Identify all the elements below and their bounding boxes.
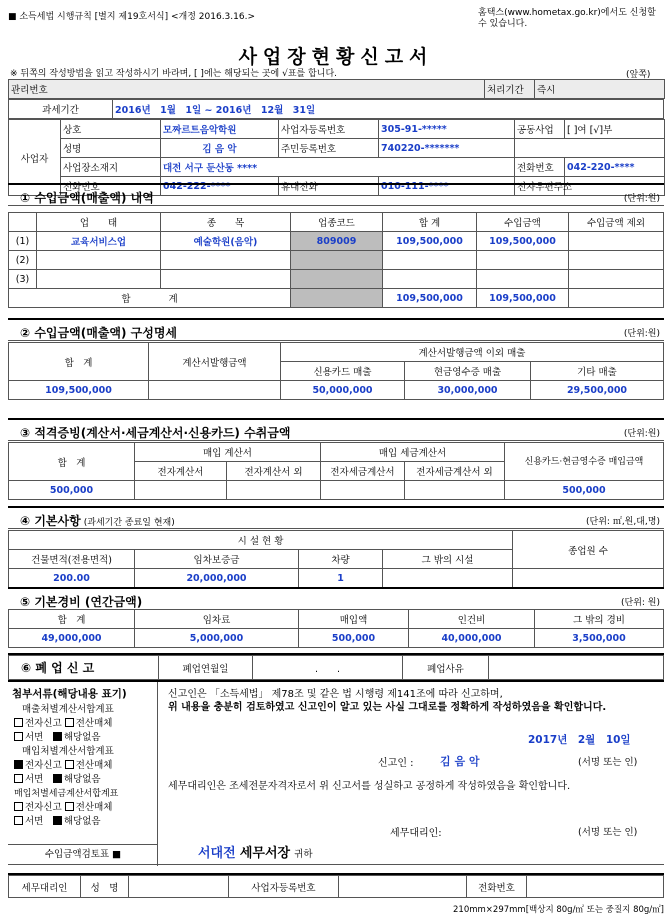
e-report-label: 전자신고 [25, 802, 62, 813]
paper-spec: 210mm×297mm[백상지 80g/㎡ 또는 중질지 80g/㎡] [453, 905, 664, 915]
rrn-field[interactable]: 740220-******* [379, 139, 515, 158]
table-row [9, 270, 664, 289]
reg-no-field[interactable]: 305-91-***** [379, 120, 515, 139]
tax-office-suffix: 세무서장 [239, 846, 291, 861]
item-field[interactable] [161, 251, 291, 270]
attachments-panel [8, 682, 158, 866]
paper-label: 서면 [25, 732, 44, 743]
s6-date-field[interactable]: . . [253, 656, 403, 680]
section-3-unit: (단위:원) [623, 429, 660, 439]
s1-sum-income[interactable]: 109,500,000 [477, 289, 569, 308]
proc-label: 처리기간 [485, 80, 535, 99]
s5-labor-label: 인건비 [409, 610, 535, 629]
s4-staff-label: 종업원 수 [513, 531, 664, 569]
s3-e-inv-field[interactable] [135, 481, 227, 500]
s5-purchase-label: 매입액 [299, 610, 409, 629]
declaration-block [8, 680, 664, 865]
checkbox-checked[interactable] [53, 816, 62, 825]
tax-office [198, 842, 313, 861]
footer-table [8, 873, 664, 898]
business-group-label: 사업자 [9, 120, 61, 196]
section-2-header [8, 318, 664, 341]
section-2-title: ② 수입금액(매출액) 구성명세 [20, 326, 177, 340]
s3-card-label: 신용카드·현금영수증 매입금액 [505, 443, 664, 481]
code-field[interactable] [291, 251, 383, 270]
table-row [9, 232, 664, 251]
s5-total-label: 합 계 [9, 610, 135, 629]
section-1-unit: (단위:원) [623, 194, 660, 204]
section-5-header [8, 587, 664, 610]
section-5-unit: (단위: 원) [621, 598, 660, 608]
excl-field[interactable] [569, 270, 664, 289]
checkbox[interactable] [14, 816, 23, 825]
s3-buy-tax-label: 매입 세금계산서 [321, 443, 505, 462]
section-2-unit: (단위:원) [623, 329, 660, 339]
s2-card-field[interactable]: 50,000,000 [281, 381, 405, 400]
biz-type-field[interactable] [37, 251, 161, 270]
comp-media-label: 전산매체 [75, 802, 113, 813]
comp-media-label: 전산매체 [75, 718, 113, 729]
s3-buy-inv-label: 매입 계산서 [135, 443, 321, 462]
s2-other-label: 계산서발행금액 이외 매출 [281, 343, 664, 362]
mobile-field[interactable]: 010-111-**** [379, 177, 515, 196]
s4-vehicle-label: 차량 [299, 550, 383, 569]
row-no: (2) [9, 251, 37, 270]
checkbox[interactable] [65, 802, 74, 811]
section-4-unit: (단위: ㎡,원,대,명) [586, 517, 660, 527]
s4-facility-label: 시 설 현 황 [9, 531, 513, 550]
tel-label: 전화번호 [515, 158, 565, 177]
s3-non-e-inv-label: 전자계산서 외 [227, 462, 321, 481]
s5-rent-field[interactable]: 5,000,000 [135, 629, 299, 648]
code-field[interactable] [291, 270, 383, 289]
agent-text: 세무대리인은 조세전문자격자로서 위 신고서를 성실하고 공정하게 작성하였음을 확인합니다. [168, 781, 571, 792]
footer-reg-field[interactable] [339, 876, 467, 898]
honorific: 귀하 [294, 849, 313, 860]
section-1-table [8, 212, 664, 308]
attachments-title: 첨부서류(해당내용 표기) [12, 688, 127, 700]
s2-card-label: 신용카드 매출 [281, 362, 405, 381]
s4-deposit-label: 임차보증금 [135, 550, 299, 569]
hometax-note: 홈택스(www.hometax.go.kr)에서도 신청할 수 있습니다. [478, 8, 656, 29]
income-field[interactable] [477, 270, 569, 289]
addr-field[interactable]: 대전 서구 둔산동 **** [161, 158, 515, 177]
s4-deposit-field[interactable]: 20,000,000 [135, 569, 299, 588]
s5-labor-field[interactable]: 40,000,000 [409, 629, 535, 648]
footer-tel-label: 전화번호 [467, 876, 527, 898]
declarant-label: 신고인 : [378, 758, 414, 769]
attach-group-1: 매출처별계산서합계표 [22, 704, 114, 715]
checkbox-checked[interactable] [14, 760, 23, 769]
row-no: (3) [9, 270, 37, 289]
s5-total-field[interactable]: 49,000,000 [9, 629, 135, 648]
tax-period-value[interactable]: 2016년 1월 1일 ~ 2016년 12월 31일 [113, 100, 664, 119]
income-field[interactable]: 109,500,000 [477, 232, 569, 251]
s3-non-e-tax-label: 전자세금계산서 외 [405, 462, 505, 481]
s1-head-code: 업종코드 [291, 213, 383, 232]
s1-head-income: 수입금액 [477, 213, 569, 232]
total-field[interactable] [383, 270, 477, 289]
checkbox[interactable] [65, 718, 74, 727]
s1-head-total: 합 계 [383, 213, 477, 232]
phone-field[interactable]: 042-222-**** [161, 177, 279, 196]
name-label: 성명 [61, 139, 161, 158]
footer-name-label: 성 명 [81, 876, 129, 898]
s3-card-field[interactable]: 500,000 [505, 481, 664, 500]
section-5-title: ⑤ 기본경비 (연간금액) [20, 595, 143, 609]
comp-media-label: 전산매체 [75, 760, 113, 771]
joint-checkbox[interactable]: [ ]여 [√]부 [565, 120, 665, 139]
rrn-label: 주민등록번호 [279, 139, 379, 158]
s2-cash-field[interactable]: 30,000,000 [405, 381, 531, 400]
section-4-title: ④ 기본사항 [20, 514, 81, 528]
s3-e-inv-label: 전자계산서 [135, 462, 227, 481]
attach-group-3: 매입처별세금계산서합계표 [14, 789, 119, 799]
addr-label: 사업장소재지 [61, 158, 161, 177]
s5-other-field[interactable]: 3,500,000 [535, 629, 664, 648]
section-5-table [8, 609, 664, 648]
item-field[interactable] [161, 270, 291, 289]
s3-non-e-inv-field[interactable] [227, 481, 321, 500]
code-field[interactable]: 809009 [291, 232, 383, 251]
s5-other-label: 그 밖의 경비 [535, 610, 664, 629]
section-6 [8, 653, 664, 680]
s4-area-field[interactable]: 200.00 [9, 569, 135, 588]
header-block [8, 79, 664, 196]
excl-field[interactable] [569, 251, 664, 270]
section-6-title: ⑥ 폐 업 신 고 [9, 656, 159, 680]
checkbox[interactable] [14, 718, 23, 727]
e-report-label: 전자신고 [25, 760, 62, 771]
s2-invoice-field[interactable] [149, 381, 281, 400]
excl-field[interactable] [569, 232, 664, 251]
agent-label: 세무대리인: [390, 828, 442, 839]
section-3-header [8, 418, 664, 441]
joint-label: 공동사업 [515, 120, 565, 139]
attach-group-2: 매입처별계산서합계표 [22, 746, 114, 757]
declarant-name[interactable]: 김 음 악 [440, 755, 480, 768]
s2-total-field[interactable]: 109,500,000 [9, 381, 149, 400]
declaration-line-2: 위 내용을 충분히 검토하였고 신고인이 알고 있는 사실 그대로를 정확하게 작성하였음을 확인합니다. [168, 702, 607, 713]
tax-period-label: 과세기간 [9, 100, 113, 119]
s2-etc-label: 기타 매출 [531, 362, 664, 381]
tax-office-name[interactable]: 서대전 [198, 846, 236, 861]
checkbox[interactable] [14, 774, 23, 783]
s3-total-field[interactable]: 500,000 [9, 481, 135, 500]
section-3-title: ③ 적격증빙(계산서·세금계산서·신용카드) 수취금액 [20, 426, 291, 440]
email-label: 전자우편주소 [515, 177, 565, 196]
s3-non-e-tax-field[interactable] [405, 481, 505, 500]
none-label: 해당없음 [63, 816, 101, 827]
trade-name-field[interactable]: 모짜르트음악학원 [161, 120, 279, 139]
e-report-label: 전자신고 [25, 718, 62, 729]
footer-tel-field[interactable] [527, 876, 664, 898]
tel-field[interactable]: 042-220-**** [565, 158, 665, 177]
checkbox[interactable] [14, 732, 23, 741]
agent-sign[interactable]: (서명 또는 인) [578, 827, 638, 838]
biz-type-field[interactable] [37, 270, 161, 289]
item-field[interactable]: 예술학원(음악) [161, 232, 291, 251]
s3-total-label: 합 계 [9, 443, 135, 481]
section-4-subtitle: (과세기간 종료일 현재) [83, 518, 175, 528]
s6-reason-label: 폐업사유 [403, 656, 489, 680]
biz-type-field[interactable]: 교육서비스업 [37, 232, 161, 251]
total-field[interactable] [383, 251, 477, 270]
section-2-table [8, 342, 664, 400]
section-4-header [8, 506, 664, 529]
page-side: (앞쪽) [626, 70, 651, 80]
s2-invoice-label: 계산서발행금액 [149, 343, 281, 381]
income-field[interactable] [477, 251, 569, 270]
s6-date-label: 폐업연월일 [159, 656, 253, 680]
s1-head-item: 종 목 [161, 213, 291, 232]
none-label: 해당없음 [63, 732, 101, 743]
s1-sum-label: 합 계 [9, 289, 291, 308]
s6-reason-field[interactable] [489, 656, 664, 680]
page-title: 사업장현황신고서 [238, 46, 434, 68]
section-4-table [8, 530, 664, 588]
mobile-label: 휴대전화 [279, 177, 379, 196]
row-no: (1) [9, 232, 37, 251]
name-field[interactable]: 김 음 악 [161, 139, 279, 158]
footer-reg-label: 사업자등록번호 [229, 876, 339, 898]
s3-e-tax-field[interactable] [321, 481, 405, 500]
s2-cash-label: 현금영수증 매출 [405, 362, 531, 381]
declarant-sign[interactable]: (서명 또는 인) [578, 757, 638, 768]
table-row [9, 251, 664, 270]
s4-other-label: 그 밖의 시설 [383, 550, 513, 569]
declaration-text [168, 688, 658, 714]
s2-total-label: 합 계 [9, 343, 149, 381]
s4-vehicle-field[interactable]: 1 [299, 569, 383, 588]
section-3-table [8, 442, 664, 500]
section-1-title: ① 수입금액(매출액) 내역 [20, 191, 154, 205]
form-reference: ■ 소득세법 시행규칙 [별지 제19호서식] <개정 2016.3.16.> [8, 12, 255, 22]
paper-label: 서면 [25, 816, 44, 827]
declaration-line-1: 신고인은 「소득세법」 제78조 및 같은 법 시행령 제141조에 따라 신고하며, [168, 689, 503, 700]
none-label: 해당없음 [63, 774, 101, 785]
proc-value: 즉시 [535, 80, 665, 99]
footer-agent-label: 세무대리인 [9, 876, 81, 898]
paper-label: 서면 [25, 774, 44, 785]
declaration-date[interactable]: 2017년 2월 10일 [528, 734, 631, 746]
checkbox-checked[interactable] [53, 774, 62, 783]
s1-head-biz: 업 태 [37, 213, 161, 232]
income-review-check[interactable]: 수입금액검토표 ■ [8, 844, 158, 866]
section-1-header [8, 183, 664, 206]
s4-other-field[interactable] [383, 569, 513, 588]
s5-purchase-field[interactable]: 500,000 [299, 629, 409, 648]
s5-rent-label: 임차료 [135, 610, 299, 629]
s3-e-tax-label: 전자세금계산서 [321, 462, 405, 481]
s4-area-label: 건물면적(전용면적) [9, 550, 135, 569]
trade-name-label: 상호 [61, 120, 161, 139]
checkbox-checked[interactable] [53, 732, 62, 741]
checkbox[interactable] [65, 760, 74, 769]
phone-label: 전화번호 [61, 177, 161, 196]
s1-sum-total[interactable]: 109,500,000 [383, 289, 477, 308]
mgmt-label: 관리번호 [9, 80, 485, 99]
total-field[interactable]: 109,500,000 [383, 232, 477, 251]
checkbox[interactable] [14, 802, 23, 811]
s1-head-excl: 수입금액 제외 [569, 213, 664, 232]
s4-staff-field[interactable] [513, 569, 664, 588]
instruction-note: ※ 뒤쪽의 작성방법을 읽고 작성하시기 바라며, [ ]에는 해당되는 곳에 √표를 합니다. [10, 69, 338, 79]
s2-etc-field[interactable]: 29,500,000 [531, 381, 664, 400]
reg-no-label: 사업자등록번호 [279, 120, 379, 139]
footer-name-field[interactable] [129, 876, 229, 898]
